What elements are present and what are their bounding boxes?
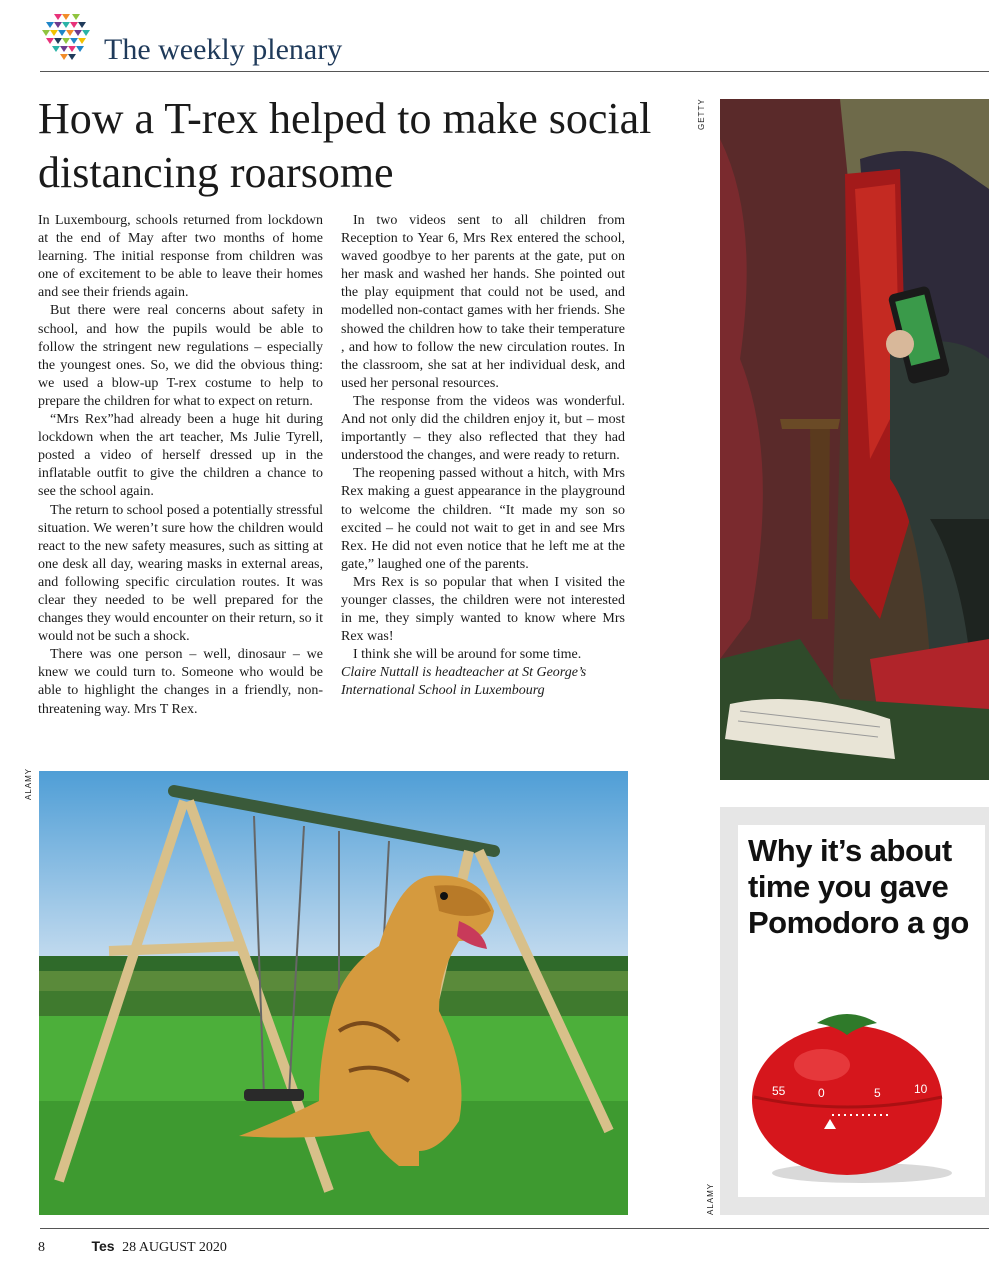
photo-credit-alamy-promo: ALAMY [706, 1182, 715, 1215]
promo-card [738, 825, 985, 1197]
article-column-2 [341, 212, 625, 701]
footer-rule [40, 1228, 989, 1229]
paragraph: In Luxembourg, schools returned from lockdown at the end of May after two months of home learning. The initial response from children was one of excitement to be able to leave their homes and see their friends again. [38, 213, 323, 301]
paragraph: The response from the videos was wonderful. And not only did the children enjoy it, but – most importantly – they also reflected that they had understood the changes, and were ready to return. [341, 393, 625, 464]
photo-credit-alamy: ALAMY [24, 767, 33, 800]
page-footer [38, 1238, 227, 1256]
page-number: 8 [38, 1240, 45, 1255]
byline: Claire Nuttall is headteacher at St George’s International School in Luxembourg [341, 665, 587, 699]
paragraph: But there were real concerns about safety in school, and how the pupils would be able to follow the stringent new regulations – especially the youngest ones. So, we did the obvious thing: we used a blow-up T-rex costume to help to prepare the children for what to expect on return. [38, 303, 323, 409]
paragraph: There was one person – well, dinosaur – we knew we could turn to. Someone who would be able to highlight the changes in a friendly, non-threatening way. Mrs T Rex. [38, 647, 323, 717]
brand-name: Tes [91, 1238, 115, 1254]
timer-label-10: 10 [914, 1082, 928, 1096]
issue-date: 28 AUGUST 2020 [122, 1240, 227, 1255]
pixel-heart-logo [40, 10, 94, 64]
paragraph: In two videos sent to all children from Reception to Year 6, Mrs Rex entered the school, waved goodbye to her parents at the gate, put on her mask and washed her hands. She pointed out the play equipment that could not be used, and modelled non-contact games with her friends. She showed the children how to take their temperature , and how to follow the new circulation routes. In the classroom, she sat at her individual desk, and used her personal resources. [341, 213, 625, 391]
photo-credit-getty: GETTY [697, 98, 706, 130]
promo-title: Why it’s about time you gave Pomodoro a go [748, 833, 969, 940]
paragraph: I think she will be around for some time. [353, 647, 582, 663]
pomodoro-promo-box[interactable] [720, 807, 989, 1215]
section-title: The weekly plenary [104, 33, 343, 66]
timer-label-5: 5 [874, 1086, 881, 1100]
article-column-1 [38, 212, 323, 719]
paragraph: Mrs Rex is so popular that when I visited the younger classes, the children were not interested in me, they simply wanted to know where Mrs Rex was! [341, 574, 625, 645]
timer-label-0: 0 [818, 1086, 825, 1100]
article-headline: How a T-rex helped to make social distancing roarsome [38, 94, 652, 197]
painting-image [720, 99, 989, 780]
tomato-timer-image [752, 1005, 972, 1185]
timer-label-55: 55 [772, 1084, 786, 1098]
header-rule [40, 71, 989, 72]
paragraph: The return to school posed a potentially stressful situation. We weren’t sure how the children would react to the new safety measures, such as sitting at one desk all day, wearing masks in external areas, and following specific circulation routes. It was clear they needed to be well prepared for the changes they would encounter on their return, so it would not be such a shock. [38, 502, 323, 645]
trex-swing-photo [39, 771, 628, 1215]
paragraph: The reopening passed without a hitch, with Mrs Rex making a guest appearance in the playground to welcome the children. “It made my son so excited – he could not wait to get in and see Mrs Rex. He did not even notice that he left me at the gate,” laughed one of the parents. [341, 466, 625, 572]
paragraph: “Mrs Rex”had already been a huge hit during lockdown when the art teacher, Ms Julie Tyrell, posted a video of herself dressed up in the inflatable outfit to give the children a chance to see the school again. [38, 412, 323, 500]
